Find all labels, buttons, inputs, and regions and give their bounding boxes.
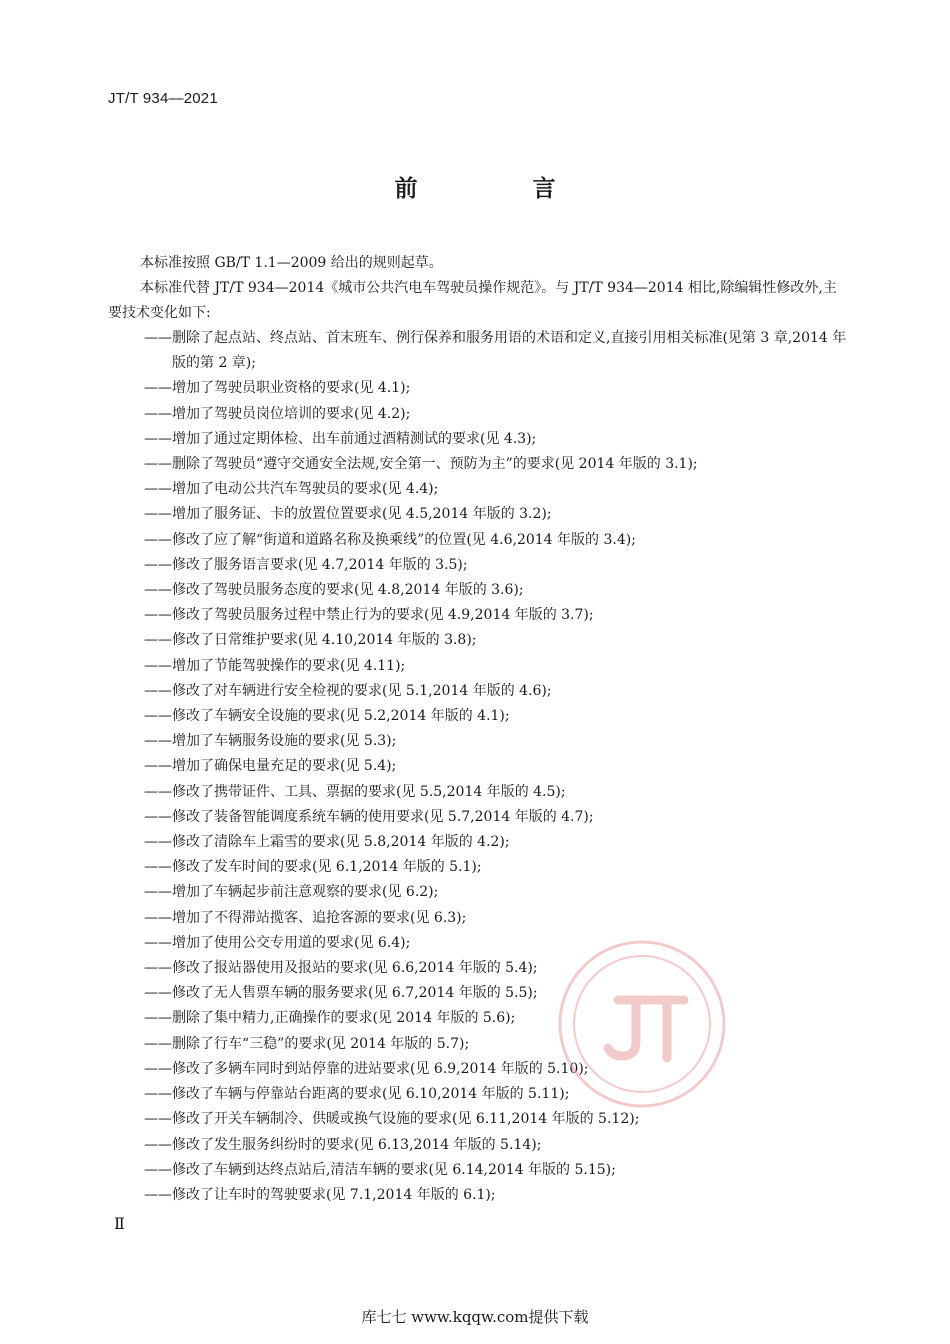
list-item: ——修改了服务语言要求(见 4.7,2014 年版的 3.5);	[144, 556, 468, 573]
stamp-t-glyph	[650, 1000, 684, 1058]
paragraph-replacement-note: 本标准代替 JT/T 934—2014《城市公共汽电车驾驶员操作规范》。与 JT/T 934—2014 相比,除编辑性修改外,主要技术变化如下:	[108, 280, 837, 321]
list-item: ——修改了应了解“街道和道路名称及换乘线”的位置(见 4.6,2014 年版的 3.4);	[144, 531, 636, 548]
list-item: ——删除了起点站、终点站、首末班车、例行保养和服务用语的术语和定义,直接引用相关标准(见第 3 章,2014 年版的第 2 章);	[144, 330, 847, 372]
footer-download-note: 库七七 www.kqqw.com提供下载	[361, 1308, 589, 1326]
jt-stamp-watermark	[556, 938, 728, 1110]
list-item: ——修改了发车时间的要求(见 6.1,2014 年版的 5.1);	[144, 859, 482, 876]
list-item: ——增加了电动公共汽车驾驶员的要求(见 4.4);	[144, 481, 439, 498]
list-item: ——修改了报站器使用及报站的要求(见 6.6,2014 年版的 5.4);	[144, 960, 538, 977]
list-item: ——修改了车辆与停靠站台距离的要求(见 6.10,2014 年版的 5.11);	[144, 1086, 570, 1103]
list-item: ——增加了确保电量充足的要求(见 5.4);	[144, 758, 397, 775]
paragraph-drafting-rules: 本标准按照 GB/T 1.1—2009 给出的规则起草。	[140, 255, 443, 271]
list-item: ——增加了不得滞站揽客、追抢客源的要求(见 6.3);	[144, 909, 467, 926]
list-item: ——修改了对车辆进行安全检视的要求(见 5.1,2014 年版的 4.6);	[144, 682, 552, 699]
list-item: ——增加了服务证、卡的放置位置要求(见 4.5,2014 年版的 3.2);	[144, 506, 552, 523]
list-item: ——删除了集中精力,正确操作的要求(见 2014 年版的 5.6);	[144, 1010, 516, 1027]
list-item: ——修改了清除车上霜雪的要求(见 5.8,2014 年版的 4.2);	[144, 834, 510, 851]
list-item: ——增加了驾驶员岗位培训的要求(见 4.2);	[144, 405, 411, 422]
list-item: ——修改了日常维护要求(见 4.10,2014 年版的 3.8);	[144, 632, 477, 649]
list-item: ——修改了携带证件、工具、票据的要求(见 5.5,2014 年版的 4.5);	[144, 783, 566, 800]
list-item: ——增加了使用公交专用道的要求(见 6.4);	[144, 934, 411, 951]
list-item: ——修改了驾驶员服务过程中禁止行为的要求(见 4.9,2014 年版的 3.7);	[144, 607, 594, 624]
stamp-j-glyph	[608, 1000, 648, 1056]
list-item: ——修改了让车时的驾驶要求(见 7.1,2014 年版的 6.1);	[144, 1186, 496, 1203]
header-code: JT/T 934—2021	[108, 90, 218, 107]
list-item: ——修改了发生服务纠纷时的要求(见 6.13,2014 年版的 5.14);	[144, 1136, 542, 1153]
list-item: ——修改了装备智能调度系统车辆的使用要求(见 5.7,2014 年版的 4.7);	[144, 808, 594, 825]
list-item: ——修改了驾驶员服务态度的要求(见 4.8,2014 年版的 3.6);	[144, 582, 524, 599]
list-item: ——增加了车辆起步前注意观察的要求(见 6.2);	[144, 884, 439, 901]
list-item: ——删除了驾驶员“遵守交通安全法规,安全第一、预防为主”的要求(见 2014 年版的 3.1);	[144, 456, 698, 473]
list-item: ——修改了无人售票车辆的服务要求(见 6.7,2014 年版的 5.5);	[144, 985, 538, 1002]
list-item: ——修改了多辆车同时到站停靠的进站要求(见 6.9,2014 年版的 5.10);	[144, 1060, 589, 1077]
list-item: ——增加了驾驶员职业资格的要求(见 4.1);	[144, 380, 411, 397]
page-title: 前 言	[394, 176, 602, 202]
list-item: ——删除了行车“三稳”的要求(见 2014 年版的 5.7);	[144, 1035, 470, 1052]
list-item: ——修改了开关车辆制冷、供暖或换气设施的要求(见 6.11,2014 年版的 5.12);	[144, 1111, 640, 1128]
list-item: ——增加了通过定期体检、出车前通过酒精测试的要求(见 4.3);	[144, 430, 537, 447]
list-item: ——增加了车辆服务设施的要求(见 5.3);	[144, 733, 397, 750]
stamp-outer-ring	[560, 942, 724, 1106]
stamp-inner-ring	[574, 956, 710, 1092]
list-item: ——修改了车辆到达终点站后,清洁车辆的要求(见 6.14,2014 年版的 5.15);	[144, 1161, 616, 1178]
page-number: Ⅱ	[114, 1214, 125, 1233]
changes-list	[144, 326, 854, 1208]
list-item: ——修改了车辆安全设施的要求(见 5.2,2014 年版的 4.1);	[144, 708, 510, 725]
list-item: ——增加了节能驾驶操作的要求(见 4.11);	[144, 657, 406, 674]
